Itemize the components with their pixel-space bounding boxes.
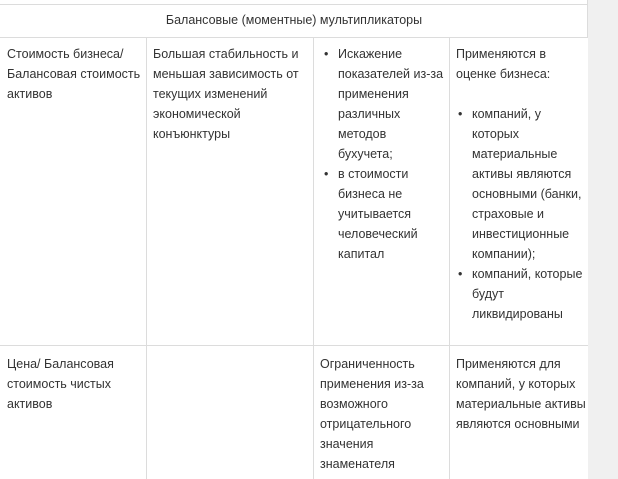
row1-disadvantages-list [322, 44, 444, 264]
table-top-border [0, 4, 588, 5]
row1-multiplier-name: Стоимость бизнеса/ Балансовая стоимость активов [7, 47, 141, 101]
column-divider [146, 38, 147, 479]
row2-multiplier-name: Цена/ Балансовая стоимость чистых активов [7, 357, 114, 411]
row-divider [0, 345, 588, 346]
row2-disadvantage: Ограниченность применения из-за возможного отрицательного значения знаменателя [320, 357, 424, 471]
row1-application-intro: Применяются в оценке бизнеса: [456, 47, 551, 81]
row1-disadvantages [322, 44, 444, 264]
column-divider [449, 38, 450, 479]
list-item: • в стоимости бизнеса не учитывается человеческий капитал [322, 164, 444, 264]
column-divider [313, 38, 314, 479]
list-item: • компаний, у которых материальные активы являются основными (банки, страховые и инвестиционные компании); [456, 104, 586, 264]
title-bottom-border [0, 37, 588, 38]
section-title: Балансовые (моментные) мультипликаторы [165, 13, 423, 27]
row1-advantage: Большая стабильность и меньшая зависимость от текущих изменений экономической конъюнктуры [153, 47, 299, 141]
row2-application: Применяются для компаний, у которых материальные активы являются основными [456, 357, 586, 431]
list-item: • компаний, которые будут ликвидированы [456, 264, 586, 324]
list-item: • Искажение показателей из-за применения различных методов бухучета; [322, 44, 444, 164]
page-scrollbar[interactable] [588, 0, 618, 479]
row1-application-list [456, 104, 586, 324]
row1-application [456, 44, 586, 324]
